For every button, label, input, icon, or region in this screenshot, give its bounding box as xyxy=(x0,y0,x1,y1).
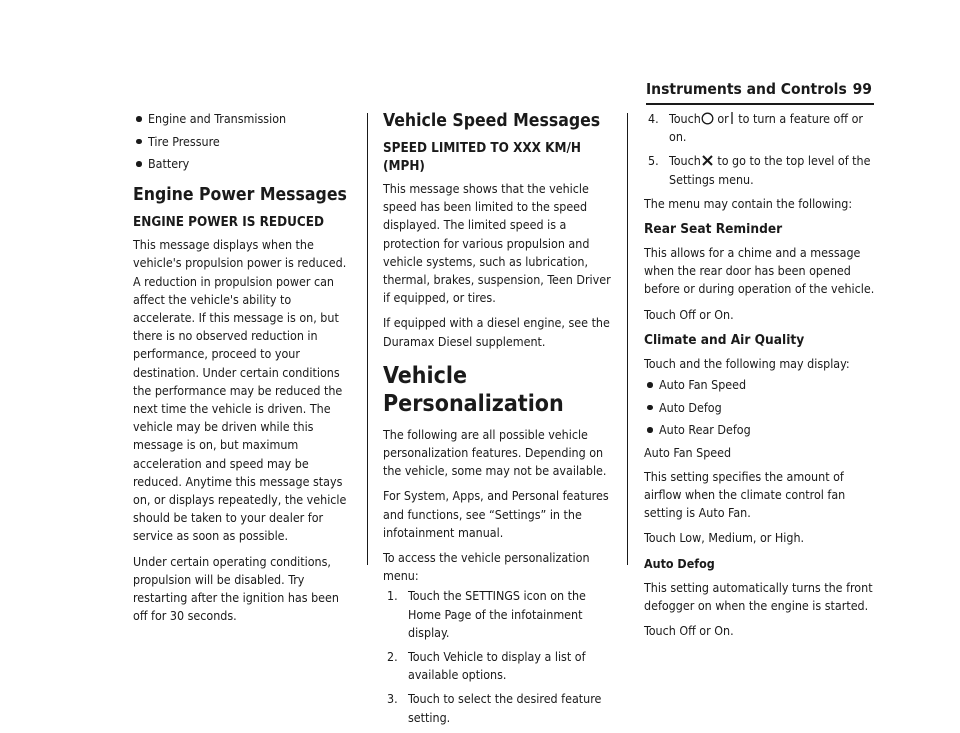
bar-on-icon xyxy=(729,111,735,125)
heading-engine-power-reduced: ENGINE POWER IS REDUCED xyxy=(133,215,324,231)
heading-climate-air-quality: Climate and Air Quality xyxy=(644,331,805,348)
x-close-icon xyxy=(701,154,714,167)
paragraph: This setting specifies the amount of airflow when the climate control fan setting is Auto Fan. xyxy=(644,468,846,521)
list-item xyxy=(383,648,619,684)
step-text: Touch xyxy=(669,153,701,169)
list-item: Auto Rear Defog xyxy=(644,421,878,439)
page-header xyxy=(646,80,874,106)
paragraph: The menu may contain the following: xyxy=(644,195,853,211)
list-item: Battery xyxy=(133,155,355,173)
step-text: Touch to select the desired feature setting. xyxy=(408,691,602,725)
step-number: 5. xyxy=(648,153,659,169)
paragraph: This message shows that the vehicle speed has been limited to the speed displayed. The limited speed is a protection for various propulsion and vehicle systems, such as lubrication, thermal, brakes, suspension, Teen Driver if equipped, or tires. xyxy=(383,181,611,306)
subheading-auto-fan-speed: Auto Fan Speed xyxy=(644,444,732,460)
step-text: Touch Vehicle to display a list of available options. xyxy=(408,649,586,683)
heading-rear-seat-reminder: Rear Seat Reminder xyxy=(644,221,783,238)
paragraph: The following are all possible vehicle personalization features. Depending on the vehicle, some may not be available. xyxy=(383,426,607,479)
step-text: Touch xyxy=(669,111,701,126)
step-number: 2. xyxy=(387,649,398,665)
paragraph: Touch and the following may display: xyxy=(644,355,850,371)
column-divider-1 xyxy=(367,113,368,565)
step-number: 4. xyxy=(648,111,659,126)
paragraph: Touch Off or On. xyxy=(644,306,734,322)
heading-engine-power-messages: Engine Power Messages xyxy=(133,185,347,206)
step-number: 1. xyxy=(387,588,398,604)
paragraph: If equipped with a diesel engine, see the Duramax Diesel supplement. xyxy=(383,315,610,349)
list-item: Tire Pressure xyxy=(133,133,355,151)
section-title: Instruments and Controls xyxy=(646,80,847,98)
list-item xyxy=(644,152,878,188)
paragraph: Touch Low, Medium, or High. xyxy=(644,530,805,546)
paragraph: For System, Apps, and Personal features and functions, see “Settings” in the infotainment manual. xyxy=(383,488,609,540)
step-text: to go to the top level of the Settings menu. xyxy=(669,153,871,187)
column-3 xyxy=(644,110,878,647)
circle-off-icon xyxy=(701,112,714,125)
heading-speed-limited: SPEED LIMITED TO XXX KM/H (MPH) xyxy=(383,141,581,174)
paragraph: This allows for a chime and a message when the rear door has been opened before or during operation of the vehicle. xyxy=(644,245,875,297)
list-item: Auto Fan Speed xyxy=(644,376,878,394)
step-number: 3. xyxy=(387,691,398,707)
list-item xyxy=(644,110,878,146)
column-1 xyxy=(133,110,355,632)
paragraph: This message displays when the vehicle's propulsion power is reduced. A reduction in propulsion power can affect the vehicle's ability to accelerate. If this message is on, but there is no observed reduction in performance, proceed to your destination. Under certain conditions the performance may be reduced the next time the vehicle is driven. The vehicle may be driven while this message is on, but maximum acceleration and speed may be reduced. Anytime this message stays on, or displays repeatedly, the vehicle should be taken to your dealer for service as soon as possible. xyxy=(133,237,347,544)
paragraph: To access the vehicle personalization menu: xyxy=(383,550,590,584)
page-number: 99 xyxy=(852,80,872,98)
list-item xyxy=(383,690,619,726)
column-divider-2 xyxy=(627,113,628,565)
list-item xyxy=(383,587,619,642)
heading-vehicle-speed-messages: Vehicle Speed Messages xyxy=(383,111,601,131)
list-item: Auto Defog xyxy=(644,399,878,417)
heading-vehicle-personalization: Vehicle Personalization xyxy=(383,362,564,417)
paragraph: Touch Off or On. xyxy=(644,623,734,639)
paragraph: Under certain operating conditions, propulsion will be disabled. Try restarting after the ignition has been off for 30 seconds. xyxy=(133,553,339,624)
step-text: or xyxy=(717,111,729,126)
step-text: to turn a feature off or on. xyxy=(669,111,863,145)
list-item: Engine and Transmission xyxy=(133,110,355,128)
step-text: Touch the SETTINGS icon on the Home Page of the infotainment display. xyxy=(408,588,586,640)
subheading-auto-defog: Auto Defog xyxy=(644,555,715,571)
paragraph: This setting automatically turns the front defogger on when the engine is started. xyxy=(644,579,873,613)
column-2 xyxy=(383,110,619,733)
header-rule xyxy=(646,103,874,105)
